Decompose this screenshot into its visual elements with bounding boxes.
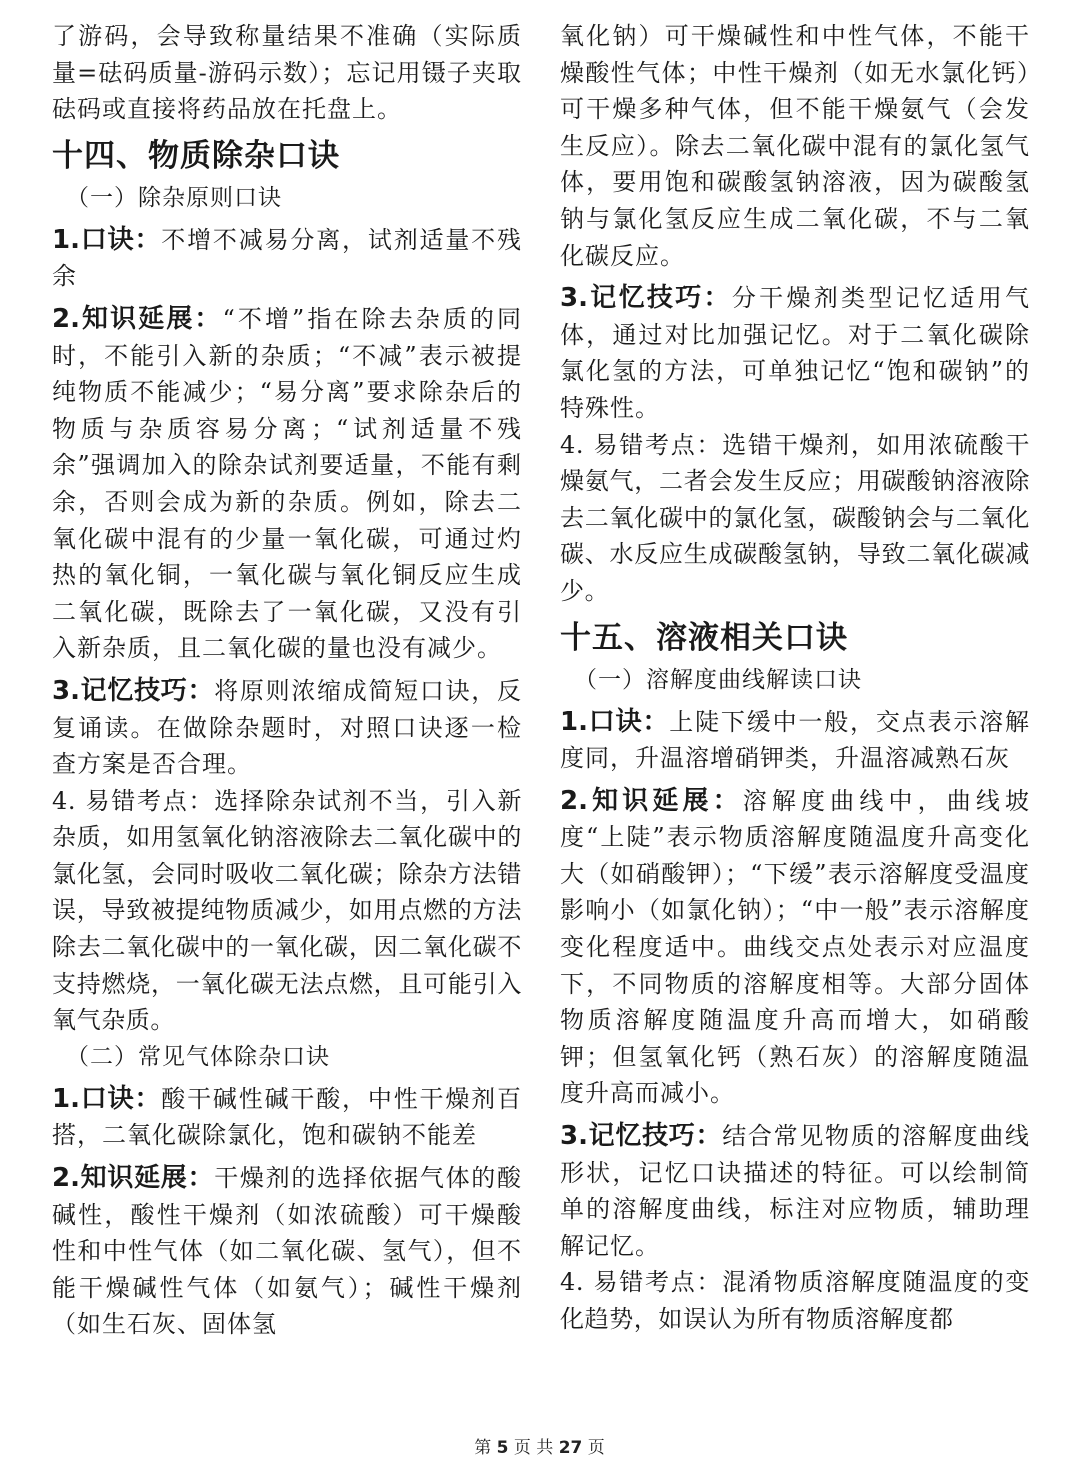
footer-page-number: 5 xyxy=(496,1438,509,1458)
page-footer xyxy=(0,1433,1079,1458)
s3-mnemonic-text: 上陡下缓中一般，交点表示溶解度同，升温溶增硝钾类，升温溶减熟石灰 xyxy=(560,707,1031,773)
s1-mnemonic xyxy=(52,222,522,295)
s3-extension-text: 溶解度曲线中，曲线坡度“上陡”表示物质溶解度随温度升高变化大（如硝酸钾）；“下缓”表示溶解度受温度影响小（如氯化钠）；“中一般”表示溶解度变化程度适中。曲线交点处表示对应温度下，不同物质的溶解度相等。大部分固体物质溶解度随温度升高而增大，如硝酸钾；但氢氧化钙（熟石灰）的溶解度随温度升高而减小。 xyxy=(560,786,1030,1108)
s2-mnemonic-text: 酸干碱性碱干酸，中性干燥剂百搭，二氧化碳除氯化，饱和碳钠不能差 xyxy=(52,1084,523,1150)
s2-extension-text: 干燥剂的选择依据气体的酸碱性，酸性干燥剂（如浓硫酸）可干燥酸性和中性气体（如二氧化碳、氢气），但不能干燥碱性气体（如氨气）；碱性干燥剂（如生石灰、固体氢 xyxy=(52,1164,523,1339)
s2-memory-tip-label: 3.记忆技巧： xyxy=(560,283,732,314)
s1-extension-text: “不增”指在除去杂质的同时，不能引入新的杂质；“不减”表示被提纯物质不能减少；“易分离”要求除杂后的物质与杂质容易分离；“试剂适量不残余”强调加入的除杂试剂要适量，不能有剩余，否则会成为新的杂质。例如，除去二氧化碳中混有的少量一氧化碳，可通过灼热的氧化铜，一氧化碳与氧化铜反应生成二氧化碳，既除去了一氧化碳，又没有引入新杂质，且二氧化碳的量也没有减少。 xyxy=(52,304,522,663)
s2-pitfalls: 4. 易错考点：选错干燥剂，如用浓硫酸干燥氨气，二者会发生反应；用碳酸钠溶液除去二氧化碳中的氯化氢，碳酸钠会与二氧化碳、水反应生成碳酸氢钠，导致二氧化碳减少。 xyxy=(560,430,1030,605)
right-column xyxy=(560,18,1030,1338)
section-15-heading: 十五、溶液相关口诀 xyxy=(560,619,848,656)
s1-mnemonic-label: 1.口诀： xyxy=(52,224,162,255)
footer-middle: 页 共 xyxy=(513,1438,554,1458)
s3-mnemonic-label: 1.口诀： xyxy=(560,706,670,737)
s1-extension xyxy=(52,301,522,667)
s1-memory-tip xyxy=(52,673,522,783)
s2-extension-continued: 氧化钠）可干燥碱性和中性气体，不能干燥酸性气体；中性干燥剂（如无水氯化钙）可干燥多种气体，但不能干燥氨气（会发生反应）。除去二氧化碳中混有的氯化氢气体，要用饱和碳酸氢钠溶液，因为碳酸氢钠与氯化氢反应生成二氧化碳，不与二氧化碳反应。 xyxy=(560,22,1030,270)
s3-extension xyxy=(560,783,1030,1112)
left-column xyxy=(52,18,522,1343)
s3-memory-tip xyxy=(560,1118,1030,1264)
s2-extension xyxy=(52,1160,522,1343)
subsection-2-heading: （二）常见气体除杂口诀 xyxy=(66,1043,330,1070)
s2-mnemonic xyxy=(52,1081,522,1154)
s1-mnemonic-text: 不增不减易分离，试剂适量不残余 xyxy=(52,225,523,291)
footer-suffix: 页 xyxy=(587,1438,605,1458)
s3-memory-tip-text: 结合常见物质的溶解度曲线形状，记忆口诀描述的特征。可以绘制简单的溶解度曲线，标注对应物质，辅助理解记忆。 xyxy=(560,1122,1031,1260)
s1-pitfalls: 4. 易错考点：选择除杂试剂不当，引入新杂质，如用氢氧化钠溶液除去二氧化碳中的氯化氢，会同时吸收二氧化碳；除杂方法错误，导致被提纯物质减少，如用点燃的方法除去二氧化碳中的一氧化碳，因二氧化碳不支持燃烧，一氧化碳无法点燃，且可能引入氧气杂质。 xyxy=(52,786,522,1035)
s2-extension-label: 2.知识延展： xyxy=(52,1163,215,1194)
s3-extension-label: 2.知识延展： xyxy=(560,785,743,816)
s1-memory-tip-text: 将原则浓缩成简短口诀，反复诵读。在做除杂题时，对照口诀逐一检查方案是否合理。 xyxy=(52,676,523,779)
s3-memory-tip-label: 3.记忆技巧： xyxy=(560,1121,723,1152)
intro-paragraph: 了游码，会导致称量结果不准确（实际质量=砝码质量-游码示数）；忘记用镊子夹取砝码或直接将药品放在托盘上。 xyxy=(52,22,522,124)
s3-mnemonic xyxy=(560,704,1030,777)
s2-memory-tip xyxy=(560,280,1030,426)
section-14-heading: 十四、物质除杂口诀 xyxy=(52,137,340,174)
footer-total-pages: 27 xyxy=(558,1438,583,1458)
footer-prefix: 第 xyxy=(474,1438,492,1458)
s2-mnemonic-label: 1.口诀： xyxy=(52,1083,162,1114)
s1-memory-tip-label: 3.记忆技巧： xyxy=(52,675,215,706)
s1-extension-label: 2.知识延展： xyxy=(52,303,223,334)
subsection-1-heading: （一）除杂原则口诀 xyxy=(66,184,282,211)
s2-memory-tip-text: 分干燥剂类型记忆适用气体，通过对比加强记忆。对于二氧化碳除氯化氢的方法，可单独记忆“饱和碳钠”的特殊性。 xyxy=(560,284,1031,422)
s3-pitfalls: 4. 易错考点：混淆物质溶解度随温度的变化趋势，如误认为所有物质溶解度都 xyxy=(560,1268,1030,1333)
subsection-3-heading: （一）溶解度曲线解读口诀 xyxy=(574,666,862,693)
